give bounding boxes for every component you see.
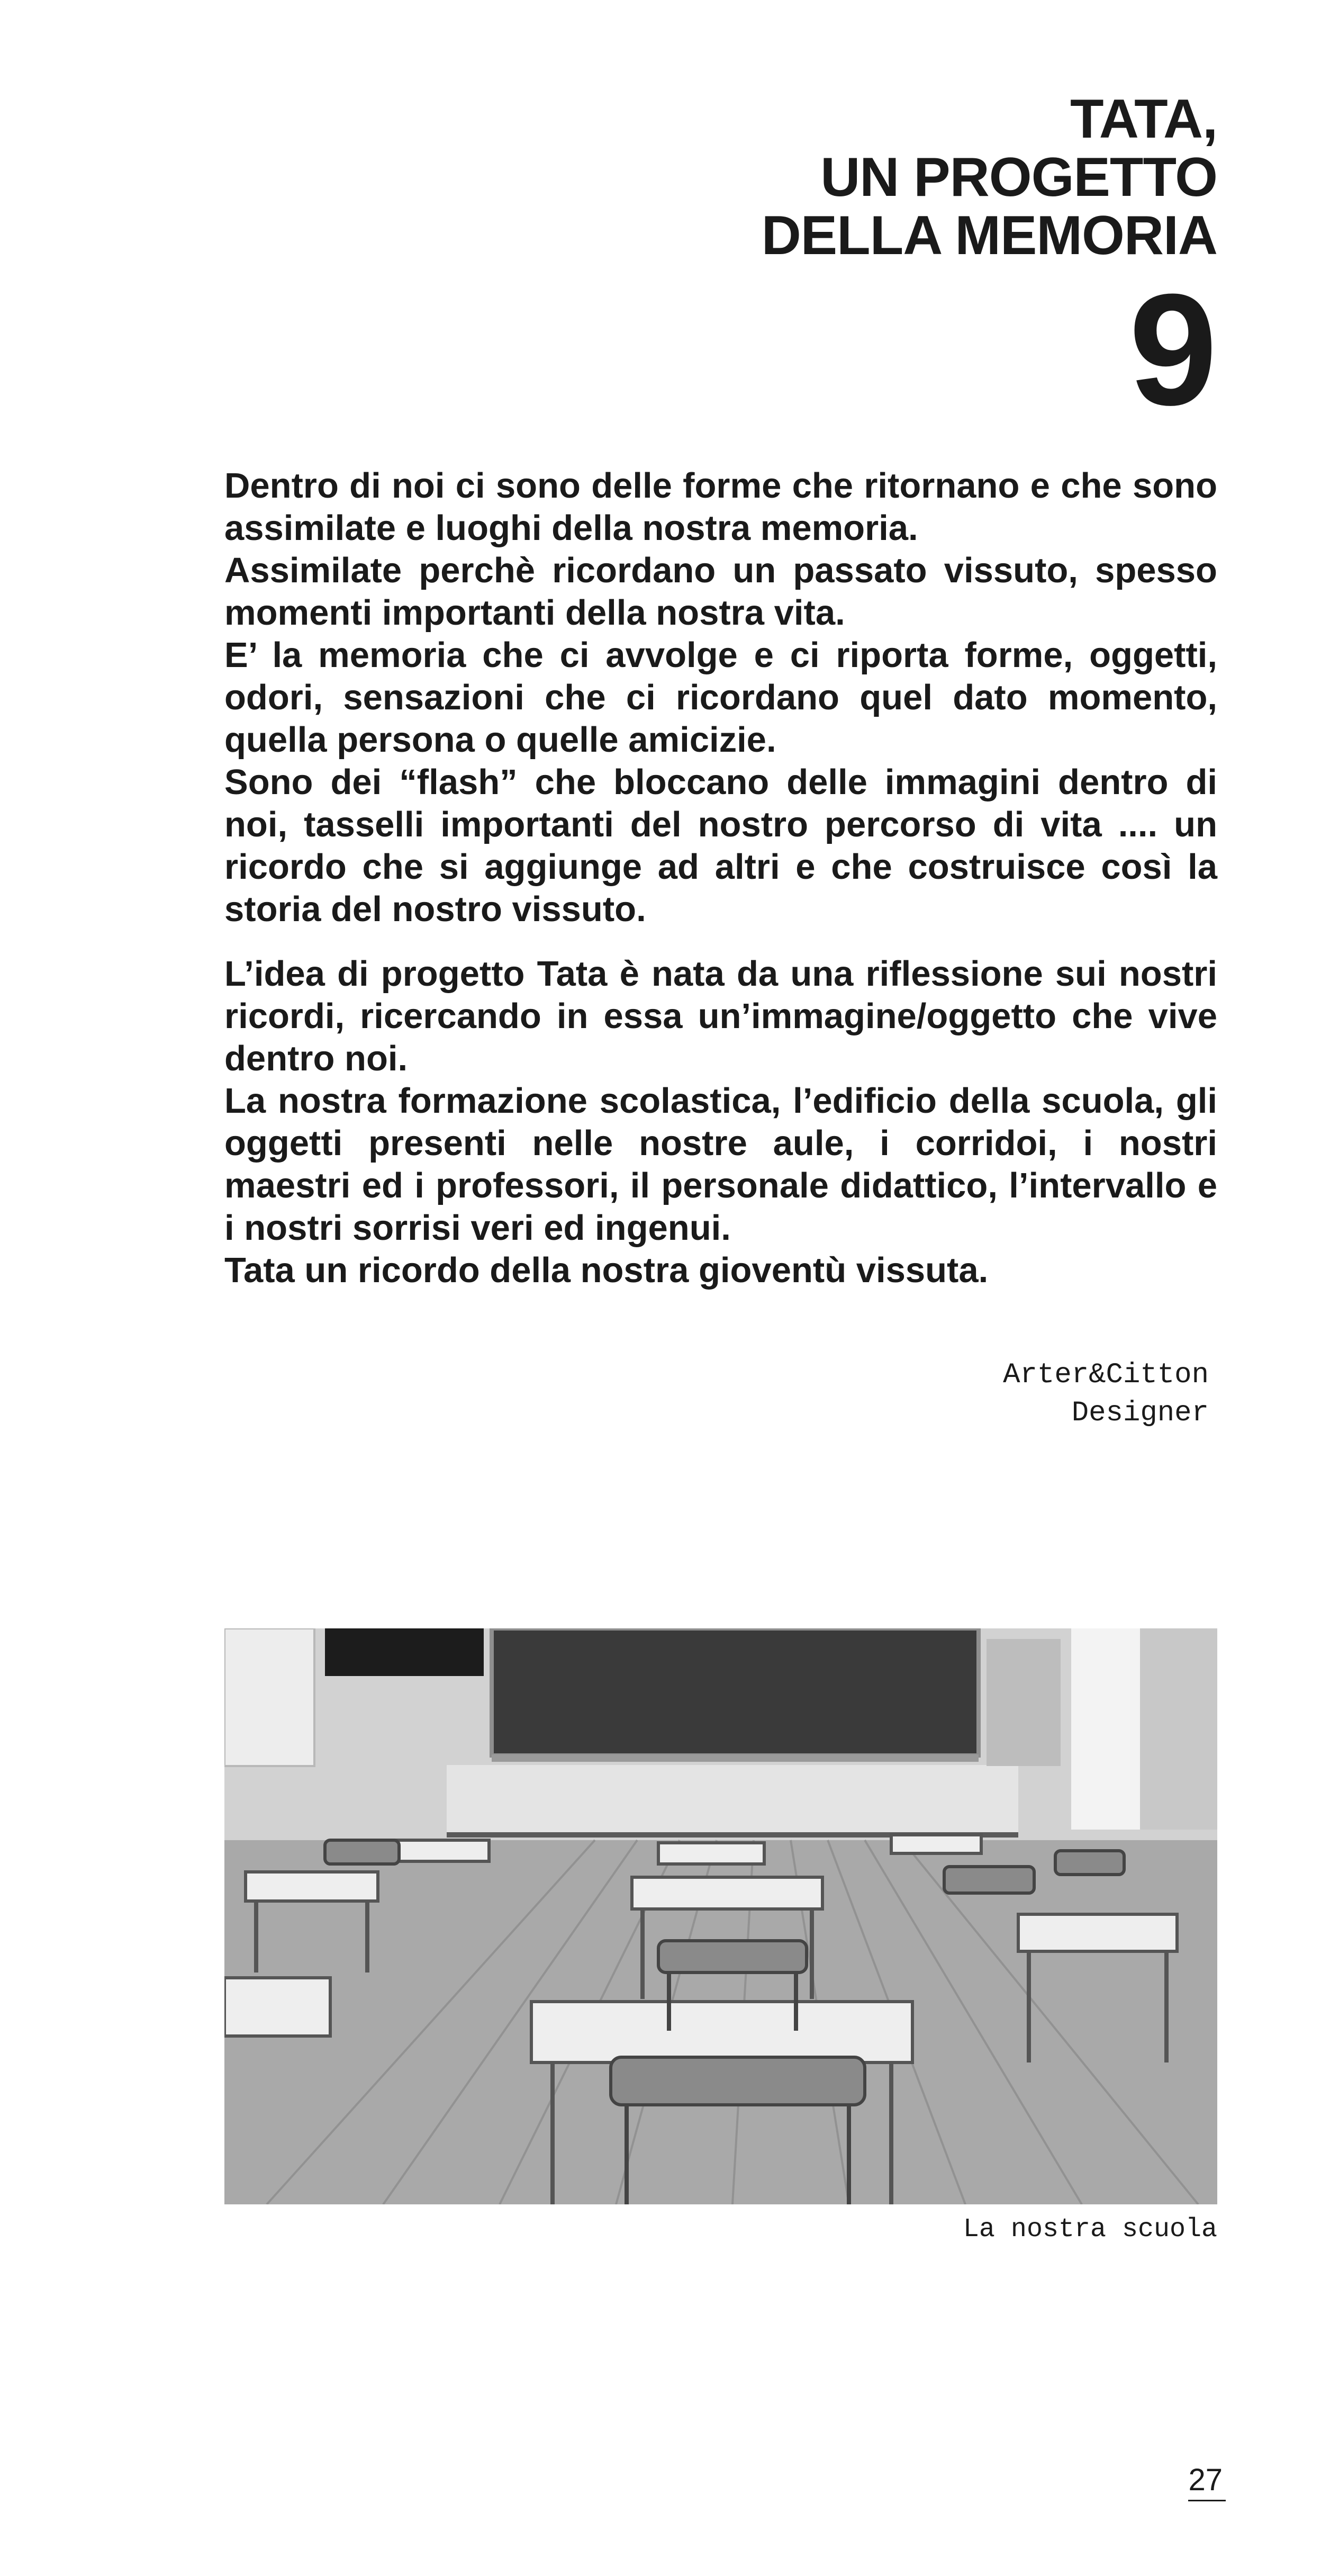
- paragraph-sentence: Tata un ricordo della nostra gioventù vissuta.: [224, 1250, 989, 1290]
- chapter-number: 9: [1129, 260, 1217, 438]
- paragraph-sentence: Dentro di noi ci sono delle forme che ritornano e che sono assimilate e luoghi della nostra memoria.: [224, 466, 1217, 548]
- signature-name: Arter&Citton: [1003, 1359, 1209, 1391]
- photo-caption: La nostra scuola: [963, 2214, 1217, 2245]
- signature-role: Designer: [1071, 1397, 1209, 1429]
- page-title: [762, 90, 1217, 265]
- intro-paragraph: [224, 465, 1217, 931]
- signature: [1003, 1356, 1209, 1433]
- paragraph-sentence: Assimilate perchè ricordano un passato vissuto, spesso momenti importanti della nostra vita.: [224, 551, 1217, 633]
- paragraph-sentence: E’ la memoria che ci avvolge e ci riporta forme, oggetti, odori, sensazioni che ci ricordano quel dato momento, quella persona o quelle amicizie.: [224, 635, 1217, 760]
- title-line-1: TATA,: [1070, 88, 1217, 150]
- paragraph-sentence: Sono dei “flash” che bloccano delle immagini dentro di noi, tasselli importanti del nostro percorso di vita .... un ricordo che si aggiunge ad altri e che costruisce così la storia del nostro vissuto.: [224, 762, 1217, 929]
- classroom-photo: [224, 1628, 1217, 2204]
- title-line-3: DELLA MEMORIA: [761, 205, 1217, 266]
- paragraph-sentence: La nostra formazione scolastica, l’edificio della scuola, gli oggetti presenti nelle nostre aule, i corridoi, i nostri maestri ed i professori, il personale didattico, l’intervallo e i nostri sorrisi veri ed ingenui.: [224, 1081, 1217, 1248]
- title-line-2: UN PROGETTO: [820, 147, 1217, 208]
- paragraph-sentence: L’idea di progetto Tata è nata da una riflessione sui nostri ricordi, ricercando in essa un’immagine/oggetto che vive dentro noi.: [224, 954, 1217, 1078]
- page-number: 27: [1188, 2462, 1226, 2501]
- project-paragraph: [224, 953, 1217, 1292]
